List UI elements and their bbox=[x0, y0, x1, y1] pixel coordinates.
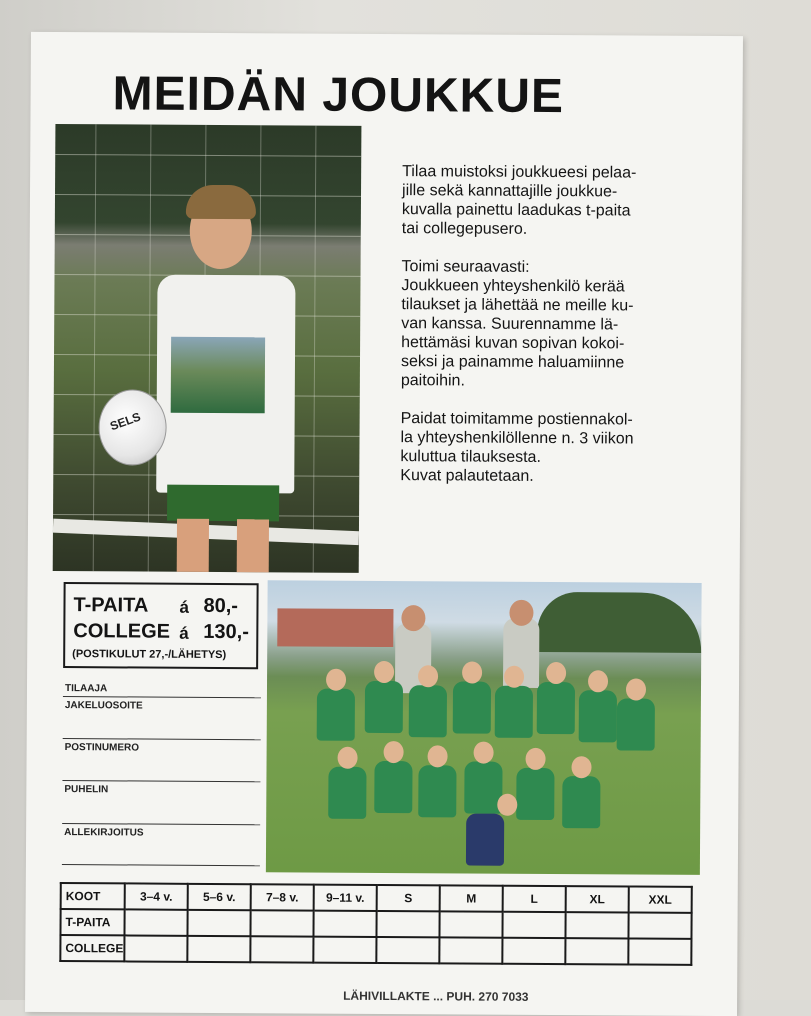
size-col: XXL bbox=[629, 887, 692, 913]
size-row-college bbox=[60, 935, 691, 965]
size-row-label: COLLEGE bbox=[60, 935, 124, 961]
size-entry-cell[interactable] bbox=[376, 937, 439, 963]
size-entry-cell[interactable] bbox=[187, 936, 250, 962]
intro-text bbox=[400, 162, 722, 506]
form-label-jakeluosoite: JAKELUOSOITE bbox=[64, 700, 143, 712]
price-row-tpaita: T-PAITA á 80,- bbox=[73, 594, 239, 618]
shirt-team-print bbox=[171, 337, 265, 414]
size-col: S bbox=[377, 885, 440, 911]
size-entry-cell[interactable] bbox=[376, 911, 439, 937]
size-entry-cell[interactable] bbox=[250, 936, 313, 962]
intro-paragraph-2: Toimi seuraavasti: Joukkueen yhteyshenkilö kerää tilaukset ja lähettää ne meille ku- van kanssa. Suurennamme lä- hettämäsi kuvan sopivan kokoi- seksi ja painamme haluamiinne paitoihin. bbox=[400, 258, 634, 390]
size-entry-cell[interactable] bbox=[628, 913, 691, 939]
size-entry-cell[interactable] bbox=[565, 912, 628, 938]
size-row-label: T-PAITA bbox=[60, 909, 124, 935]
size-col: M bbox=[440, 885, 503, 911]
size-row-tpaita bbox=[60, 909, 691, 939]
form-label-postinumero: POSTINUMERO bbox=[64, 742, 140, 754]
size-col: 7–8 v. bbox=[251, 884, 314, 910]
team-photo bbox=[266, 580, 702, 875]
footer-text: LÄHIVILLAKTE ... PUH. 270 7033 bbox=[343, 988, 529, 1004]
size-col: 5–6 v. bbox=[188, 884, 251, 910]
kid-photo bbox=[53, 124, 362, 573]
poster-title: MEIDÄN JOUKKUE bbox=[112, 67, 565, 124]
size-col: L bbox=[503, 886, 566, 912]
size-entry-cell[interactable] bbox=[502, 912, 565, 938]
size-entry-cell[interactable] bbox=[250, 910, 313, 936]
price-box bbox=[63, 582, 259, 669]
price-row-college: COLLEGE á 130,- bbox=[73, 620, 249, 644]
form-line-puhelin[interactable] bbox=[62, 823, 260, 825]
size-col: XL bbox=[566, 886, 629, 912]
ball-brand: SELS bbox=[108, 409, 143, 434]
size-entry-cell[interactable] bbox=[502, 938, 565, 964]
intro-paragraph-3: Paidat toimitamme postiennakol- la yhteyshenkilöllenne n. 3 viikon kuluttua tilauksesta. Kuvat palautetaan. bbox=[400, 410, 634, 485]
size-entry-cell[interactable] bbox=[565, 938, 628, 964]
football bbox=[98, 389, 166, 465]
size-entry-cell[interactable] bbox=[439, 911, 502, 937]
form-line-jakeluosoite[interactable] bbox=[63, 738, 261, 740]
form-label-tilaaja: TILAAJA bbox=[64, 683, 108, 695]
size-entry-cell[interactable] bbox=[313, 911, 376, 937]
form-line-allekirjoitus[interactable] bbox=[62, 864, 260, 866]
size-col: 9–11 v. bbox=[314, 885, 377, 911]
size-entry-cell[interactable] bbox=[439, 937, 502, 963]
size-entry-cell[interactable] bbox=[313, 937, 376, 963]
form-line-tilaaja[interactable] bbox=[63, 696, 261, 698]
form-label-allekirjoitus: ALLEKIRJOITUS bbox=[64, 827, 144, 839]
size-entry-cell[interactable] bbox=[124, 935, 187, 961]
shipping-note: (POSTIKULUT 27,-/LÄHETYS) bbox=[72, 648, 227, 662]
size-entry-cell[interactable] bbox=[187, 910, 250, 936]
size-header-label: KOOT bbox=[61, 883, 125, 909]
size-header-row bbox=[61, 883, 692, 913]
form-line-postinumero[interactable] bbox=[62, 780, 260, 782]
size-entry-cell[interactable] bbox=[628, 939, 691, 965]
size-table bbox=[59, 882, 692, 966]
intro-paragraph-1: Tilaa muistoksi joukkueesi pelaa- jille sekä kannattajille joukkue- kuvalla painettu laadukas t-paita tai collegepusero. bbox=[401, 163, 637, 238]
order-poster bbox=[25, 32, 743, 1016]
size-col: 3–4 v. bbox=[125, 883, 188, 909]
size-entry-cell[interactable] bbox=[124, 909, 187, 935]
form-label-puhelin: PUHELIN bbox=[64, 784, 109, 796]
